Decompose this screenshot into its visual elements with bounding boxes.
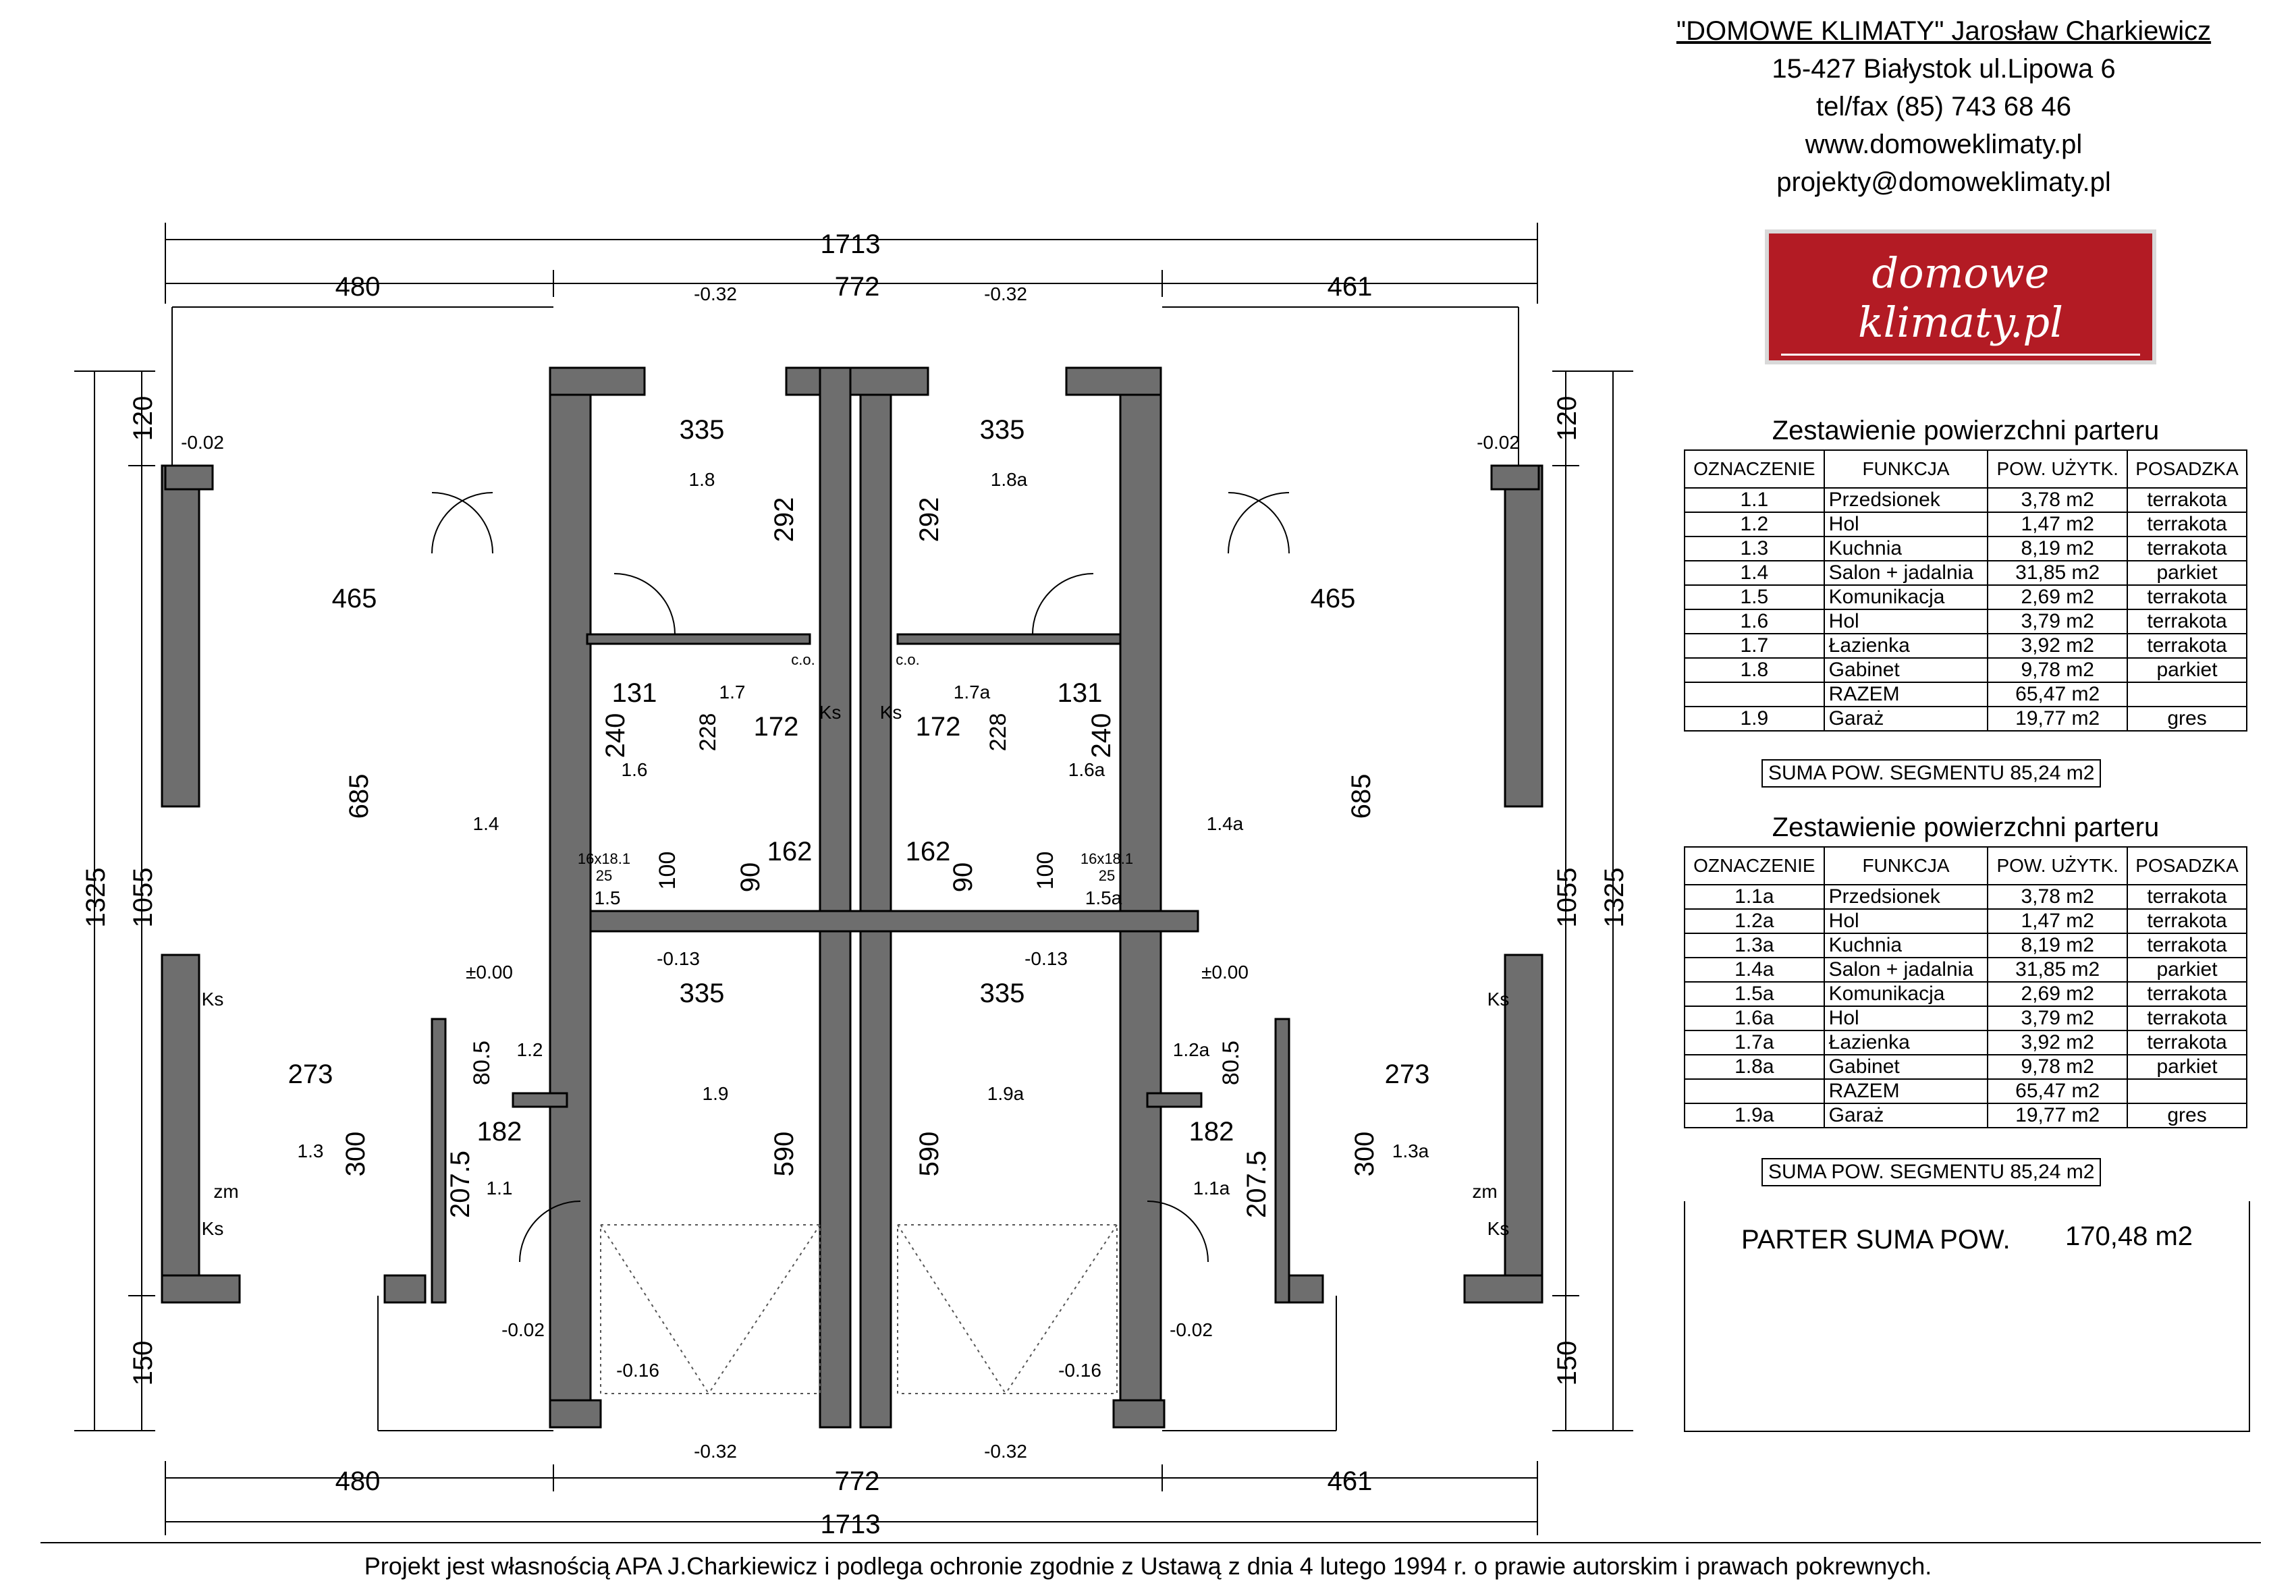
dim-study-depth: 292: [914, 497, 944, 543]
table-cell: 3,78 m2: [1988, 885, 2127, 909]
table-cell: 31,85 m2: [1988, 561, 2127, 585]
dim-stairs: 100: [1033, 851, 1058, 890]
table-cell: 3,79 m2: [1988, 1006, 2127, 1030]
dim-inner-height-left: 1055: [128, 867, 158, 928]
dim-storage-depth: 90: [948, 862, 978, 893]
table-cell: RAZEM: [1824, 1079, 1988, 1103]
table-cell: 3,92 m2: [1988, 634, 2127, 658]
garage-doors: [601, 1225, 1117, 1394]
dim-storage: 162: [905, 837, 951, 866]
table-cell: 1.5: [1685, 585, 1824, 609]
dim-storage: 162: [767, 837, 813, 866]
label-zm: zm: [1472, 1181, 1498, 1202]
room-label: 1.2: [516, 1039, 543, 1060]
dim-top-offset-left: 120: [128, 395, 158, 441]
table-cell: 9,78 m2: [1988, 1055, 2127, 1079]
dim-bath-width: 172: [915, 712, 961, 742]
table-cell: Przedsionek: [1824, 488, 1988, 512]
stairs-label: 16x18.1: [1080, 850, 1134, 867]
dim-garage-depth: 590: [914, 1131, 944, 1177]
room-label: 1.7a: [953, 682, 991, 703]
level-mark: -0.02: [181, 432, 224, 453]
col-header: OZNACZENIE: [1685, 450, 1824, 488]
level-mark: -0.16: [1058, 1360, 1101, 1381]
table-cell: Przedsionek: [1824, 885, 1988, 909]
dim-kitchen-width: 273: [288, 1060, 333, 1089]
table-cell: Gabinet: [1824, 658, 1988, 682]
table-cell: Hol: [1824, 609, 1988, 634]
label-ks: Ks: [201, 1218, 224, 1239]
dimension-lines: [74, 223, 1633, 1535]
table-cell: parkiet: [2127, 561, 2247, 585]
table-cell: terrakota: [2127, 585, 2247, 609]
dim-right-bottom: 461: [1327, 1466, 1373, 1496]
firm-address: 15-427 Białystok ul.Lipowa 6: [1772, 54, 2116, 84]
room-label: 1.4a: [1206, 813, 1244, 834]
table-cell: Łazienka: [1824, 634, 1988, 658]
room-label: 1.8: [688, 469, 715, 490]
table-cell: 1.5a: [1685, 982, 1824, 1006]
room-label: 1.1a: [1193, 1178, 1230, 1199]
dim-right-top: 461: [1327, 272, 1373, 302]
table-cell: 1.8a: [1685, 1055, 1824, 1079]
col-header: POW. UŻYTK.: [1988, 847, 2127, 885]
segment-sum: SUMA POW. SEGMENTU 85,24 m2: [1761, 1158, 2101, 1186]
table-cell: 1.4a: [1685, 958, 1824, 982]
label-co: c.o.: [896, 651, 920, 668]
table-cell: 2,69 m2: [1988, 982, 2127, 1006]
firm-name: "DOMOWE KLIMATY" Jarosław Charkiewicz: [1676, 16, 2212, 46]
level-mark: -0.02: [1477, 432, 1520, 453]
label-zm: zm: [213, 1181, 239, 1202]
table-cell: 65,47 m2: [1988, 682, 2127, 707]
table-cell: RAZEM: [1824, 682, 1988, 707]
dim-garage-width: 335: [979, 979, 1025, 1008]
table-cell: Komunikacja: [1824, 585, 1988, 609]
table-cell: Hol: [1824, 1006, 1988, 1030]
table-cell: 1.1: [1685, 488, 1824, 512]
dim-left-bottom: 480: [335, 1466, 381, 1496]
table-cell: Komunikacja: [1824, 982, 1988, 1006]
total-label: PARTER SUMA POW.: [1741, 1225, 2011, 1255]
label-ks: Ks: [1487, 1218, 1510, 1239]
stairs-label: 25: [1098, 867, 1116, 884]
dim-hol: 80.5: [1218, 1040, 1244, 1086]
dim-living-depth: 685: [1346, 773, 1376, 819]
plan-labels: [81, 229, 1629, 1539]
dim-living-width: 465: [331, 584, 377, 613]
table-cell: gres: [2127, 707, 2247, 731]
table-cell: terrakota: [2127, 536, 2247, 561]
dim-vestibule-width: 182: [476, 1117, 522, 1147]
level-mark: ±0.00: [466, 962, 513, 983]
col-header: POSADZKA: [2127, 847, 2247, 885]
table-cell: 8,19 m2: [1988, 536, 2127, 561]
dim-hall-depth: 240: [1087, 713, 1116, 759]
room-label: 1.9: [702, 1083, 729, 1104]
dim-living-depth: 685: [344, 773, 374, 819]
table-cell: Kuchnia: [1824, 933, 1988, 958]
dim-garage-depth: 590: [769, 1131, 799, 1177]
table-title: Zestawienie powierzchni parteru: [1772, 812, 2160, 842]
table-cell: Hol: [1824, 512, 1988, 536]
label-ks: Ks: [1487, 989, 1510, 1010]
col-header: POW. UŻYTK.: [1988, 450, 2127, 488]
table-cell: 1.6a: [1685, 1006, 1824, 1030]
walls: [162, 368, 1542, 1427]
room-label: 1.6a: [1068, 759, 1105, 780]
dim-garage-width: 335: [679, 979, 725, 1008]
room-label: 1.4: [472, 813, 499, 834]
level-mark: -0.13: [657, 948, 700, 969]
col-header: OZNACZENIE: [1685, 847, 1824, 885]
dim-kitchen-depth: 300: [341, 1131, 371, 1177]
table-cell: gres: [2127, 1103, 2247, 1128]
dim-center-top: 772: [834, 272, 880, 302]
table-cell: 9,78 m2: [1988, 658, 2127, 682]
table-cell: Łazienka: [1824, 1030, 1988, 1055]
label-ks: Ks: [879, 702, 902, 723]
firm-email[interactable]: projekty@domoweklimaty.pl: [1776, 167, 2111, 197]
level-mark: -0.16: [616, 1360, 659, 1381]
dim-storage-depth: 90: [736, 862, 765, 893]
dim-study-width: 335: [979, 415, 1025, 445]
dim-kitchen-depth: 300: [1350, 1131, 1379, 1177]
table-cell: parkiet: [2127, 958, 2247, 982]
dim-hol: 80.5: [469, 1040, 495, 1086]
stairs-label: 25: [595, 867, 613, 884]
table-cell: 1.7: [1685, 634, 1824, 658]
table-cell: 1.9: [1685, 707, 1824, 731]
table-cell: Salon + jadalnia: [1824, 561, 1988, 585]
table-cell: 31,85 m2: [1988, 958, 2127, 982]
col-header: FUNKCJA: [1824, 450, 1988, 488]
table-cell: 1.6: [1685, 609, 1824, 634]
table-cell: terrakota: [2127, 885, 2247, 909]
table-cell: 1.2a: [1685, 909, 1824, 933]
room-label: 1.2a: [1172, 1039, 1210, 1060]
table-cell: 1.8: [1685, 658, 1824, 682]
table-cell: 1.2: [1685, 512, 1824, 536]
table-cell: terrakota: [2127, 933, 2247, 958]
table-cell: 1,47 m2: [1988, 909, 2127, 933]
dim-hall-width: 131: [611, 678, 657, 708]
table-title: Zestawienie powierzchni parteru: [1772, 415, 2160, 445]
dim-center-bottom: 772: [834, 1466, 880, 1496]
room-label: 1.9a: [987, 1083, 1024, 1104]
room-label: 1.5: [594, 887, 621, 908]
table-cell: Garaż: [1824, 1103, 1988, 1128]
table-cell: Kuchnia: [1824, 536, 1988, 561]
table-cell: 1.3: [1685, 536, 1824, 561]
dim-overall-top: 1713: [820, 229, 881, 259]
table-cell: 19,77 m2: [1988, 1103, 2127, 1128]
dim-kitchen-width: 273: [1384, 1060, 1430, 1089]
dim-bath: 228: [695, 713, 721, 752]
room-label: 1.1: [486, 1178, 513, 1199]
firm-www[interactable]: www.domoweklimaty.pl: [1805, 130, 2083, 159]
level-mark: -0.13: [1024, 948, 1068, 969]
label-ks: Ks: [819, 702, 842, 723]
level-mark: ±0.00: [1201, 962, 1249, 983]
table-cell: Gabinet: [1824, 1055, 1988, 1079]
table-cell: terrakota: [2127, 1006, 2247, 1030]
total-value: 170,48 m2: [2065, 1221, 2193, 1251]
dim-vestibule-width: 182: [1188, 1117, 1234, 1147]
dim-vestibule-depth: 207.5: [1242, 1150, 1272, 1219]
dim-overall-bottom: 1713: [820, 1510, 881, 1539]
table-cell: 1,47 m2: [1988, 512, 2127, 536]
table-cell: terrakota: [2127, 634, 2247, 658]
table-cell: terrakota: [2127, 909, 2247, 933]
level-mark: -0.02: [501, 1319, 545, 1340]
dim-study-depth: 292: [769, 497, 799, 543]
table-cell: Garaż: [1824, 707, 1988, 731]
table-cell: parkiet: [2127, 658, 2247, 682]
table-cell: 65,47 m2: [1988, 1079, 2127, 1103]
table-cell: terrakota: [2127, 1030, 2247, 1055]
room-label: 1.7: [719, 682, 746, 703]
level-mark: -0.32: [694, 1441, 737, 1462]
firm-phone: tel/fax (85) 743 68 46: [1815, 92, 2072, 121]
dim-left-top: 480: [335, 272, 381, 302]
table-cell: 8,19 m2: [1988, 933, 2127, 958]
room-label: 1.8a: [990, 469, 1028, 490]
dim-study-width: 335: [679, 415, 725, 445]
table-cell: terrakota: [2127, 609, 2247, 634]
dim-stairs: 100: [655, 851, 680, 890]
table-cell: 1.7a: [1685, 1030, 1824, 1055]
dim-bottom-offset-left: 150: [128, 1340, 158, 1386]
dim-height-left: 1325: [81, 867, 111, 928]
table-cell: 19,77 m2: [1988, 707, 2127, 731]
dim-bath-width: 172: [753, 712, 799, 742]
copyright-footer: Projekt jest własnością APA J.Charkiewicz i podlega ochronie zgodnie z Ustawą z dnia 4 lutego 1994 r. o prawie autorskim i prawach pokrewnych.: [364, 1552, 1932, 1580]
footer-rule: [40, 1542, 2261, 1543]
table-cell: 3,92 m2: [1988, 1030, 2127, 1055]
table-cell: 1.3a: [1685, 933, 1824, 958]
level-mark: -0.32: [694, 283, 737, 304]
table-cell: 3,78 m2: [1988, 488, 2127, 512]
table-cell: parkiet: [2127, 1055, 2247, 1079]
room-label: 1.5a: [1085, 887, 1122, 908]
label-ks: Ks: [201, 989, 224, 1010]
label-co: c.o.: [791, 651, 815, 668]
level-mark: -0.32: [984, 283, 1027, 304]
stairs-label: 16x18.1: [577, 850, 631, 867]
table-cell: terrakota: [2127, 982, 2247, 1006]
dim-vestibule-depth: 207.5: [445, 1150, 475, 1219]
table-cell: 3,79 m2: [1988, 609, 2127, 634]
dim-bath: 228: [985, 713, 1011, 752]
table-cell: 1.4: [1685, 561, 1824, 585]
dim-top-offset-right: 120: [1552, 395, 1582, 441]
table-cell: Salon + jadalnia: [1824, 958, 1988, 982]
table-cell: 1.9a: [1685, 1103, 1824, 1128]
dim-inner-height-right: 1055: [1552, 867, 1582, 928]
segment-sum: SUMA POW. SEGMENTU 85,24 m2: [1761, 759, 2101, 788]
logo-brand: domowe klimaty.pl: [1858, 248, 2063, 347]
dim-living-width: 465: [1310, 584, 1356, 613]
room-label: 1.3a: [1392, 1140, 1429, 1161]
dim-bottom-offset-right: 150: [1552, 1340, 1582, 1386]
table-cell: 1.1a: [1685, 885, 1824, 909]
dim-hall-depth: 240: [601, 713, 630, 759]
table-cell: 2,69 m2: [1988, 585, 2127, 609]
room-label: 1.6: [621, 759, 648, 780]
logo-architect: arch. Jarosław Charkiewicz: [1805, 361, 2116, 389]
dim-height-right: 1325: [1600, 867, 1629, 928]
dim-hall-width: 131: [1057, 678, 1103, 708]
level-mark: -0.02: [1170, 1319, 1213, 1340]
table-cell: Hol: [1824, 909, 1988, 933]
level-mark: -0.32: [984, 1441, 1027, 1462]
table-cell: terrakota: [2127, 488, 2247, 512]
col-header: FUNKCJA: [1824, 847, 1988, 885]
table-cell: terrakota: [2127, 512, 2247, 536]
room-label: 1.3: [297, 1140, 324, 1161]
col-header: POSADZKA: [2127, 450, 2247, 488]
